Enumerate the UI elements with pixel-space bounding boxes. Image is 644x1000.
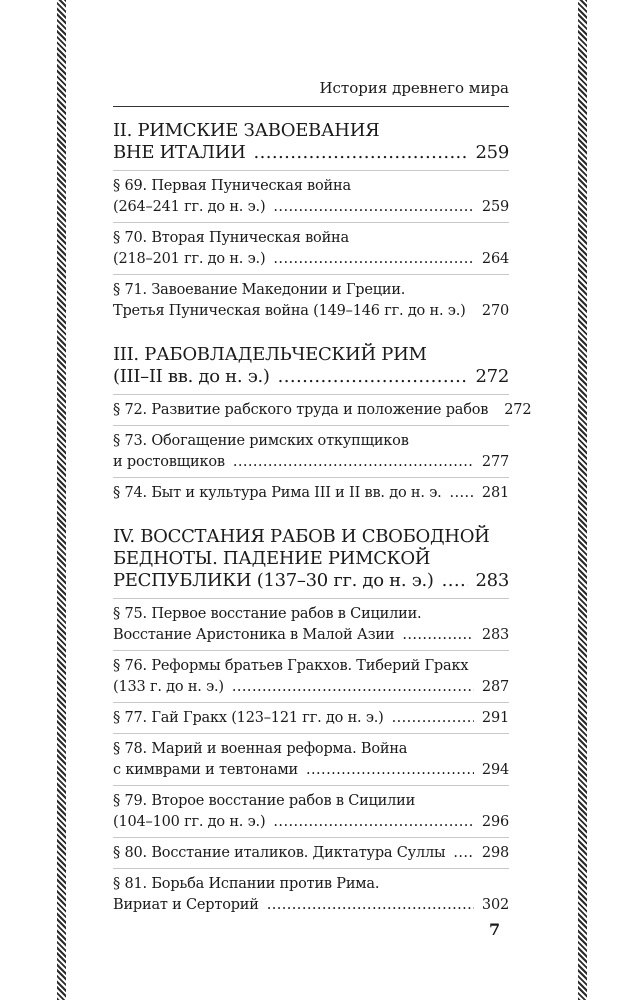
entry-row bbox=[113, 301, 509, 322]
section-title-text: ВНЕ ИТАЛИИ bbox=[113, 142, 246, 163]
entry-text: Вириат и Серторий bbox=[113, 897, 259, 913]
entry-text: § 72. Развитие рабского труда и положение рабов bbox=[113, 402, 489, 418]
entry-page: 259 bbox=[481, 199, 509, 215]
entry-page: 287 bbox=[481, 679, 509, 695]
entry-line: § 75. Первое восстание рабов в Сицилии. bbox=[113, 606, 422, 622]
toc-entry[interactable] bbox=[113, 170, 509, 218]
section-title-page: 272 bbox=[475, 366, 509, 387]
entry-page: 281 bbox=[481, 485, 509, 501]
toc-entry[interactable] bbox=[113, 222, 509, 270]
entry-line: § 73. Обогащение римских откупщиков bbox=[113, 433, 409, 449]
table-of-contents bbox=[113, 120, 532, 938]
entry-text: (133 г. до н. э.) bbox=[113, 679, 224, 695]
section-title bbox=[113, 526, 509, 592]
section-title-page: 259 bbox=[475, 142, 509, 163]
entry-row bbox=[113, 400, 532, 421]
entry-line: § 78. Марий и военная реформа. Война bbox=[113, 741, 408, 757]
toc-entry[interactable] bbox=[113, 425, 509, 473]
entry-line: § 79. Второе восстание рабов в Сицилии bbox=[113, 793, 416, 809]
entry-page: 283 bbox=[481, 627, 509, 643]
entry-row bbox=[113, 197, 509, 218]
entry-page: 270 bbox=[481, 303, 509, 319]
toc-entry[interactable] bbox=[113, 598, 509, 646]
entry-line: § 69. Первая Пуническая война bbox=[113, 178, 351, 194]
section-title bbox=[113, 344, 509, 388]
dot-leader bbox=[273, 197, 474, 218]
entry-row bbox=[113, 625, 509, 646]
dot-leader bbox=[232, 677, 474, 698]
section-title-line: БЕДНОТЫ. ПАДЕНИЕ РИМСКОЙ bbox=[113, 548, 431, 569]
decorative-border-right bbox=[578, 0, 587, 1000]
entry-text: § 80. Восстание италиков. Диктатура Суллы bbox=[113, 845, 446, 861]
section-title-row bbox=[113, 142, 509, 164]
entry-page: 272 bbox=[504, 402, 532, 418]
toc-entry[interactable] bbox=[113, 394, 532, 421]
entry-line: § 81. Борьба Испании против Рима. bbox=[113, 876, 380, 892]
section-title-line: IV. ВОССТАНИЯ РАБОВ И СВОБОДНОЙ bbox=[113, 526, 490, 547]
dot-leader bbox=[273, 812, 474, 833]
dot-leader bbox=[402, 625, 474, 646]
entry-text: § 77. Гай Гракх (123–121 гг. до н. э.) bbox=[113, 710, 384, 726]
entry-text: Третья Пуническая война (149–146 гг. до н. э.) bbox=[113, 303, 466, 319]
entry-text: (104–100 гг. до н. э.) bbox=[113, 814, 266, 830]
entry-row bbox=[113, 812, 509, 833]
running-title: История древнего мира bbox=[319, 79, 509, 97]
entry-text: (264–241 гг. до н. э.) bbox=[113, 199, 266, 215]
dot-leader bbox=[442, 570, 468, 592]
section-title-text: РЕСПУБЛИКИ (137–30 гг. до н. э.) bbox=[113, 570, 434, 591]
entry-line: § 70. Вторая Пуническая война bbox=[113, 230, 349, 246]
entry-text: § 74. Быт и культура Рима III и II вв. до н. э. bbox=[113, 485, 442, 501]
toc-section bbox=[113, 344, 532, 504]
dot-leader bbox=[254, 142, 468, 164]
dot-leader bbox=[267, 895, 474, 916]
entry-line: § 71. Завоевание Македонии и Греции. bbox=[113, 282, 406, 298]
section-title-line: II. РИМСКИЕ ЗАВОЕВАНИЯ bbox=[113, 120, 380, 141]
section-title bbox=[113, 120, 509, 164]
entry-row bbox=[113, 483, 509, 504]
toc-entry[interactable] bbox=[113, 785, 509, 833]
section-title-row bbox=[113, 366, 509, 388]
entry-row bbox=[113, 708, 509, 729]
entry-row bbox=[113, 760, 509, 781]
entry-page: 296 bbox=[481, 814, 509, 830]
entry-page: 291 bbox=[481, 710, 509, 726]
toc-section bbox=[113, 120, 509, 322]
section-title-line: III. РАБОВЛАДЕЛЬЧЕСКИЙ РИМ bbox=[113, 344, 427, 365]
entry-page: 264 bbox=[481, 251, 509, 267]
toc-entry[interactable] bbox=[113, 837, 509, 864]
dot-leader bbox=[233, 452, 474, 473]
entry-row bbox=[113, 895, 509, 916]
section-title-text: (III–II вв. до н. э.) bbox=[113, 366, 270, 387]
entry-line: § 76. Реформы братьев Гракхов. Тиберий Гракх bbox=[113, 658, 469, 674]
toc-entry[interactable] bbox=[113, 733, 509, 781]
dot-leader bbox=[306, 760, 474, 781]
entry-row bbox=[113, 452, 509, 473]
toc-entry[interactable] bbox=[113, 274, 509, 322]
dot-leader bbox=[453, 843, 474, 864]
toc-entry[interactable] bbox=[113, 868, 509, 916]
entry-page: 277 bbox=[481, 454, 509, 470]
entry-page: 294 bbox=[481, 762, 509, 778]
section-title-row bbox=[113, 570, 509, 592]
dot-leader bbox=[450, 483, 474, 504]
entry-row bbox=[113, 843, 509, 864]
running-header bbox=[113, 76, 509, 107]
page-number: 7 bbox=[489, 920, 501, 939]
entry-row bbox=[113, 249, 509, 270]
section-title-page: 283 bbox=[475, 570, 509, 591]
entry-text: (218–201 гг. до н. э.) bbox=[113, 251, 266, 267]
entry-row bbox=[113, 677, 509, 698]
entry-text: и ростовщиков bbox=[113, 454, 225, 470]
entry-page: 302 bbox=[481, 897, 509, 913]
entry-page: 298 bbox=[481, 845, 509, 861]
toc-section bbox=[113, 526, 509, 916]
toc-entry[interactable] bbox=[113, 702, 509, 729]
entry-text: с кимврами и тевтонами bbox=[113, 762, 299, 778]
dot-leader bbox=[392, 708, 474, 729]
toc-entry[interactable] bbox=[113, 650, 509, 698]
dot-leader bbox=[278, 366, 468, 388]
dot-leader bbox=[273, 249, 474, 270]
decorative-border-left bbox=[57, 0, 66, 1000]
entry-text: Восстание Аристоника в Малой Азии bbox=[113, 627, 395, 643]
toc-entry[interactable] bbox=[113, 477, 509, 504]
